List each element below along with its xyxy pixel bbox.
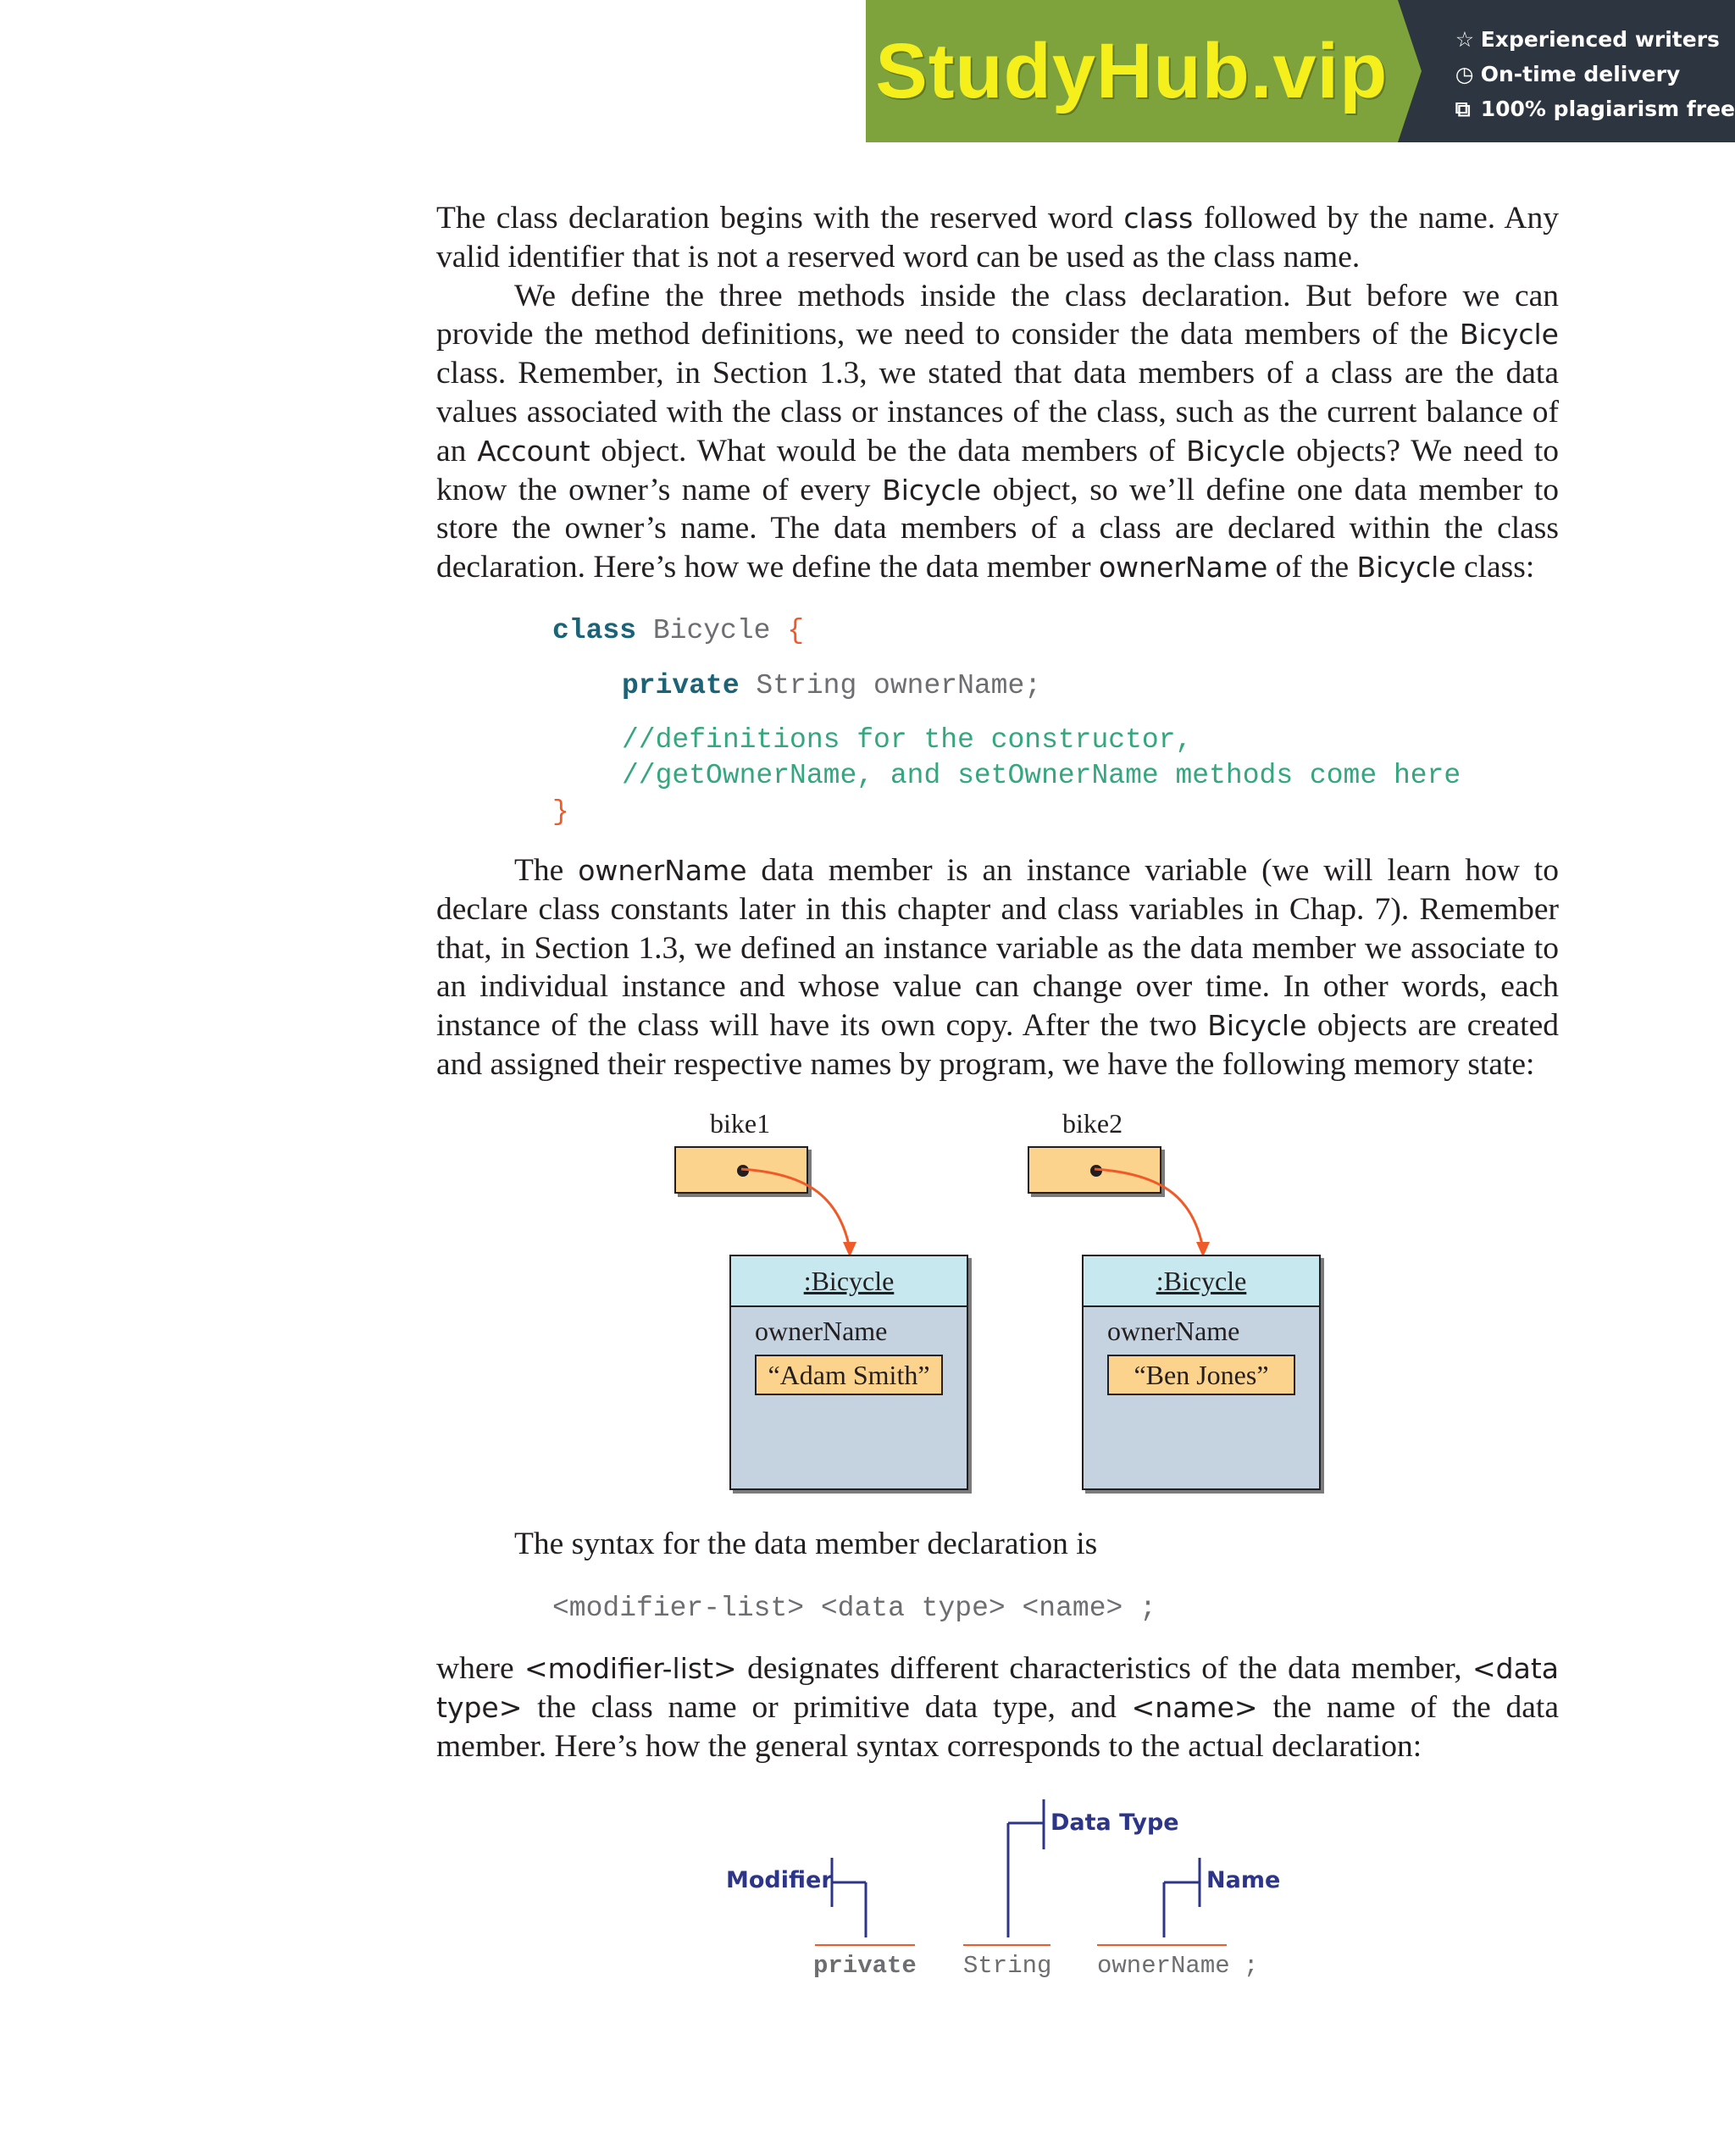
star-icon: ☆	[1455, 27, 1475, 52]
keyword: Bicycle	[882, 473, 982, 507]
keyword: class	[1123, 202, 1194, 235]
text: class:	[1455, 550, 1535, 585]
code-keyword: class	[552, 615, 637, 646]
decl-datatype: String	[963, 1952, 1052, 1980]
code-brace: {	[787, 615, 805, 646]
text: class. Remember, in Section 1.3, we stated that data members of a class are the data values associated with the class or instances of the class, such as the current balance of an	[436, 356, 1559, 468]
text: objects? We need to know the owner’s name of every	[436, 433, 1559, 507]
text: the name of the data member. Here’s how the general syntax corresponds to the actual declaration:	[436, 1689, 1559, 1764]
code-text: Bicycle	[636, 615, 788, 646]
feature-text: Experienced writers	[1480, 27, 1720, 52]
text: The	[514, 853, 579, 888]
feature-text: On-time delivery	[1480, 62, 1681, 86]
object-field-name: ownerName	[1107, 1316, 1240, 1346]
feature-text: 100% plagiarism free	[1480, 97, 1735, 121]
brand-logo[interactable]: StudyHub.vip	[875, 27, 1389, 114]
text: the class name or primitive data type, and	[522, 1689, 1132, 1725]
text: The class declaration begins with the reserved word	[436, 201, 1124, 236]
code-keyword: private	[622, 670, 740, 701]
copy-icon: ⧉	[1455, 97, 1471, 121]
text: data member is an instance variable (we will learn how to declare class constants later in this chapter and class variables in Chap. 7). Remember that, in Section 1.3, we defined an instance variable as the data member we associate to an individual instance and whose value can change over time. In other words, each instance of the class will have its own copy. After the two	[436, 853, 1559, 1044]
decl-modifier: private	[813, 1952, 917, 1980]
text: followed by the name. Any valid identifier that is not a reserved word can be used as the class name.	[436, 201, 1559, 274]
keyword: <modifier-list>	[524, 1652, 737, 1685]
keyword: Account	[477, 434, 590, 468]
text: of the	[1267, 550, 1357, 585]
object-class-name: :Bicycle	[1084, 1256, 1319, 1307]
bike2-label: bike2	[1062, 1108, 1123, 1139]
code-brace-close: }	[552, 796, 569, 828]
keyword: <name>	[1131, 1690, 1258, 1724]
modifier-label: Modifier	[726, 1867, 833, 1893]
keyword: ownerName	[1098, 551, 1268, 585]
keyword: Bicycle	[1186, 434, 1286, 468]
object-field-value: “Ben Jones”	[1107, 1355, 1295, 1395]
name-label: Name	[1206, 1867, 1281, 1893]
paragraph-4: The syntax for the data member declaration is	[514, 1527, 1098, 1561]
text: We define the three methods inside the class declaration. But before we can provide the method definitions, we need to consider the data members of the	[436, 278, 1559, 352]
datatype-label: Data Type	[1050, 1810, 1179, 1836]
syntax-line: <modifier-list> <data type> <name> ;	[552, 1593, 1156, 1624]
keyword: ownerName	[578, 854, 747, 887]
text: designates different characteristics of the data member,	[736, 1651, 1473, 1686]
clock-icon: ◷	[1455, 62, 1474, 86]
keyword: Bicycle	[1459, 318, 1559, 352]
decl-name: ownerName	[1097, 1952, 1230, 1980]
code-text: String ownerName;	[739, 670, 1042, 701]
text: objects are created and assigned their respective names by program, we have the following memory state:	[436, 1008, 1559, 1082]
text: object, so we’ll define one data member to store the owner’s name. The data members of a class are declared within the class declaration. Here’s how we define the data member	[436, 472, 1559, 585]
object-field-value: “Adam Smith”	[755, 1355, 943, 1395]
code-comment-2: //getOwnerName, and setOwnerName methods come here	[622, 760, 1461, 791]
object-class-name: :Bicycle	[731, 1256, 967, 1307]
keyword: Bicycle	[1207, 1009, 1307, 1043]
keyword: <data type>	[436, 1652, 1560, 1724]
text: where	[436, 1651, 524, 1686]
bike1-label: bike1	[710, 1108, 771, 1139]
text: object. What would be the data members of	[590, 433, 1187, 468]
decl-semicolon: ;	[1244, 1952, 1259, 1980]
keyword: Bicycle	[1356, 551, 1456, 585]
code-comment-1: //definitions for the constructor,	[622, 724, 1193, 756]
object-field-name: ownerName	[755, 1316, 888, 1346]
